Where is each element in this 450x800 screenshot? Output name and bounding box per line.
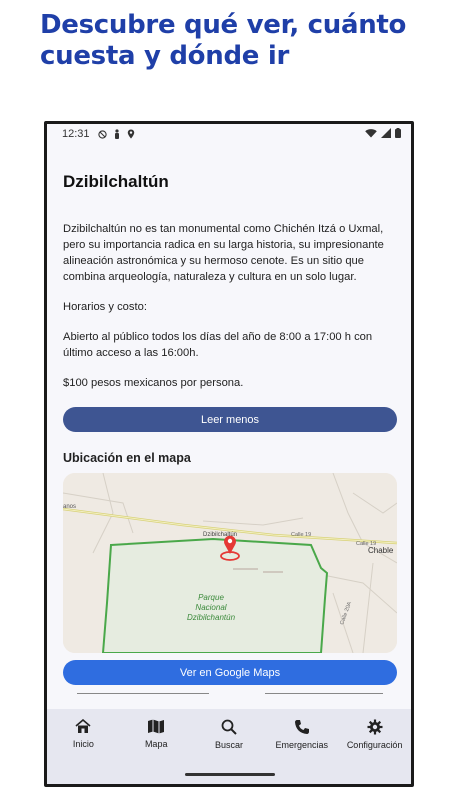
nav-label-configuracion: Configuración <box>346 740 403 750</box>
map-label-town: Chable <box>368 546 394 555</box>
price-text: $100 pesos mexicanos por persona. <box>63 377 244 389</box>
search-icon <box>221 719 237 735</box>
wifi-icon <box>365 128 377 138</box>
place-description: Dzibilchaltún no es tan monumental como Chichén Itzá o Uxmal, pero su importancia radica en su larga historia, su impresionante alineación astronómica y su hermoso cenote. Es un sitio que combina arqueología, naturaleza y cultura en un solo lugar. <box>63 223 384 283</box>
place-description-block <box>63 221 397 405</box>
read-less-button[interactable]: Leer menos <box>63 407 397 432</box>
gear-icon <box>367 719 383 735</box>
headline-line-1: Descubre qué ver, cuánto <box>40 10 407 40</box>
map-label-edge: anos <box>63 504 77 510</box>
map-label-park-2: Nacional <box>195 603 227 612</box>
nav-label-buscar: Buscar <box>214 740 243 750</box>
location-status-icon <box>127 129 135 139</box>
location-heading: Ubicación en el mapa <box>63 451 191 465</box>
headline <box>40 10 440 72</box>
nav-label-inicio: Inicio <box>72 739 94 749</box>
nav-item-inicio[interactable] <box>47 709 120 784</box>
divider-right <box>265 693 383 694</box>
open-google-maps-button[interactable]: Ver en Google Maps <box>63 660 397 685</box>
home-gesture-bar[interactable] <box>185 773 275 776</box>
scrolled-text-remnant <box>63 198 183 204</box>
nav-label-emergencias: Emergencias <box>275 740 329 750</box>
map-label-road-3: Calle 20A <box>339 601 354 626</box>
nav-item-emergencias[interactable] <box>265 709 338 784</box>
divider-left <box>77 693 209 694</box>
location-map[interactable] <box>63 473 397 653</box>
map-label-park-3: Dzibilchantún <box>186 613 236 622</box>
nav-label-mapa: Mapa <box>144 739 168 749</box>
map-label-road-2: Calle 19 <box>356 541 377 547</box>
hours-text: Abierto al público todos los días del año de 8:00 a 17:00 h con último acceso a las 16:00h. <box>63 331 373 359</box>
nav-item-configuracion[interactable] <box>338 709 411 784</box>
phone-icon <box>294 719 310 735</box>
battery-icon <box>395 128 401 138</box>
phone-frame <box>44 121 414 787</box>
map-icon <box>147 719 165 734</box>
map-label-road-1: Calle 19 <box>291 532 312 538</box>
do-not-disturb-icon <box>98 130 107 139</box>
nav-item-mapa[interactable] <box>120 709 193 784</box>
map-label-park-1: Parque <box>198 593 224 602</box>
place-title: Dzibilchaltún <box>63 172 169 191</box>
status-bar <box>47 124 411 144</box>
status-time: 12:31 <box>62 128 90 140</box>
home-icon <box>75 719 91 734</box>
hours-heading: Horarios y costo: <box>63 301 147 313</box>
map-label-site: Dzibilchaltún <box>203 532 238 538</box>
accessibility-icon <box>113 129 121 139</box>
signal-icon <box>381 128 391 138</box>
headline-line-2: cuesta y dónde ir <box>40 41 289 71</box>
